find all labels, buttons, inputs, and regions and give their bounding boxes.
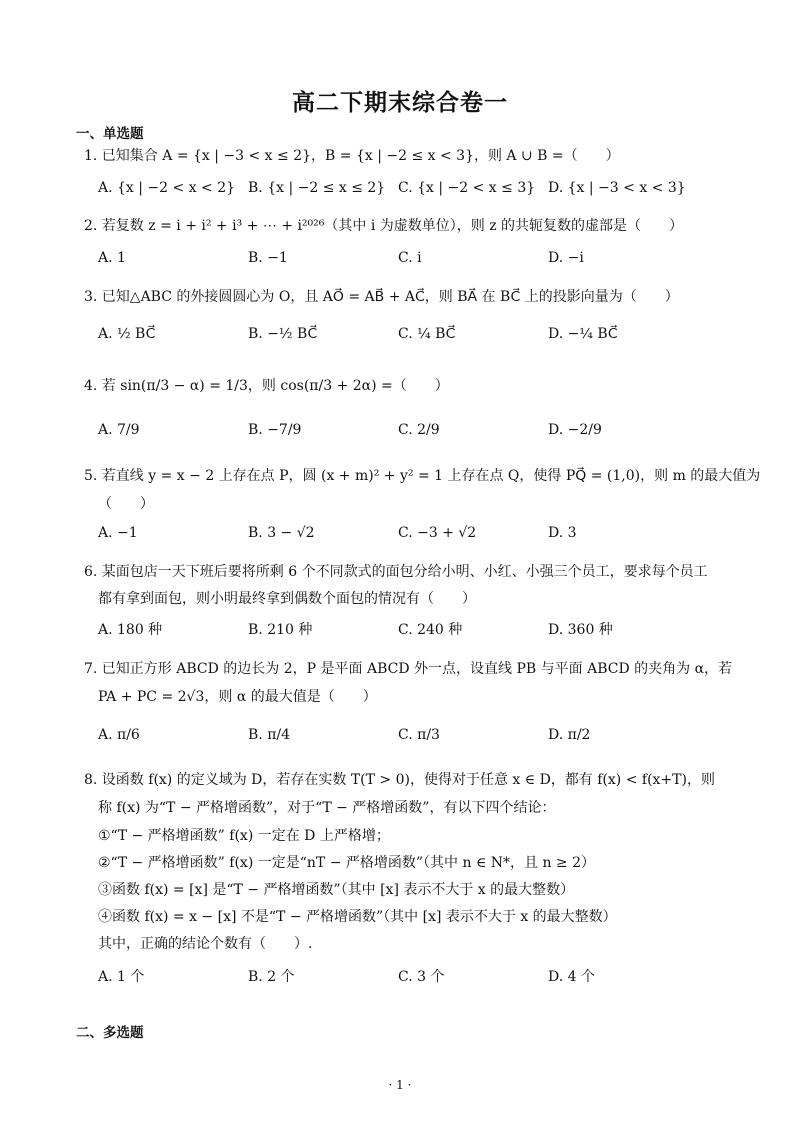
q8-stem-line1: 8. 设函数 f(x) 的定义域为 D，若存在实数 T(T > 0)，使得对于任意 x ∈ D，都有 f(x) < f(x+T)，则 xyxy=(84,772,715,788)
q8-option-a: A. 1 个 xyxy=(98,969,145,985)
q5-option-b: B. 3 − √2 xyxy=(248,525,315,541)
q3-option-a: A. ½ BC⃗ xyxy=(98,326,156,342)
q3-option-c: C. ¼ BC⃗ xyxy=(398,326,456,342)
section-multiple-choice: 二、多选题 xyxy=(76,1025,144,1041)
q8-statement-1: ①“T − 严格增函数” f(x) 一定在 D 上严格增； xyxy=(98,828,390,844)
q7-option-a: A. π/6 xyxy=(98,727,140,743)
q7-stem-line1: 7. 已知正方形 ABCD 的边长为 2，P 是平面 ABCD 外一点，设直线 PB 与平面 ABCD 的夹角为 α，若 xyxy=(84,661,733,677)
q6-option-a: A. 180 种 xyxy=(98,622,163,638)
q4-stem: 4. 若 sin(π/3 − α) = 1/3，则 cos(π/3 + 2α) =（ ） xyxy=(84,378,449,394)
q2-option-b: B. −1 xyxy=(248,250,288,266)
q2-option-d: D. −i xyxy=(548,250,584,266)
section-single-choice: 一、单选题 xyxy=(76,126,144,142)
q3-option-d: D. −¼ BC⃗ xyxy=(548,326,618,342)
doc-title: 高二下期末综合卷一 xyxy=(292,89,508,116)
q4-option-d: D. −2/9 xyxy=(548,422,602,438)
q8-option-b: B. 2 个 xyxy=(248,969,295,985)
q6-stem-line1: 6. 某面包店一天下班后要将所剩 6 个不同款式的面包分给小明、小红、小强三个员工，要求每个员工 xyxy=(84,564,708,580)
q6-stem-line2: 都有拿到面包，则小明最终拿到偶数个面包的情况有（ ） xyxy=(98,591,476,607)
q8-statement-2: ②“T − 严格增函数” f(x) 一定是“nT − 严格增函数”（其中 n ∈ N*，且 n ≥ 2） xyxy=(98,855,596,871)
q7-option-c: C. π/3 xyxy=(398,727,440,743)
q8-option-d: D. 4 个 xyxy=(548,969,595,985)
q2-stem: 2. 若复数 z = i + i² + i³ + ⋯ + i²⁰²⁶（其中 i 为虚数单位），则 z 的共轭复数的虚部是（ ） xyxy=(84,218,684,234)
q1-option-b: B. {x | −2 ≤ x ≤ 2} xyxy=(248,180,386,196)
q4-option-a: A. 7/9 xyxy=(98,422,140,438)
q6-option-b: B. 210 种 xyxy=(248,622,313,638)
q1-stem: 1. 已知集合 A = {x | −3 < x ≤ 2}，B = {x | −2 ≤ x < 3}，则 A ∪ B =（ ） xyxy=(84,148,620,164)
q8-statement-3: ③函数 f(x) = [x] 是“T − 严格增函数”（其中 [x] 表示不大于 x 的最大整数） xyxy=(98,882,575,898)
q4-option-c: C. 2/9 xyxy=(398,422,440,438)
q7-option-b: B. π/4 xyxy=(248,727,291,743)
q1-option-a: A. {x | −2 < x < 2} xyxy=(98,180,236,196)
q3-stem: 3. 已知△ABC 的外接圆圆心为 O，且 AO⃗ = AB⃗ + AC⃗，则 BA⃗ 在 BC⃗ 上的投影向量为（ ） xyxy=(84,289,679,305)
q6-option-c: C. 240 种 xyxy=(398,622,463,638)
q8-statement-4: ④函数 f(x) = x − [x] 不是“T − 严格增函数”（其中 [x] 表示不大于 x 的最大整数） xyxy=(98,909,617,925)
q8-option-c: C. 3 个 xyxy=(398,969,445,985)
q1-option-d: D. {x | −3 < x < 3} xyxy=(548,180,686,196)
q5-option-c: C. −3 + √2 xyxy=(398,525,477,541)
q8-stem-final: 其中，正确的结论个数有（ ）. xyxy=(98,936,313,952)
q8-stem-line2: 称 f(x) 为“T − 严格增函数”，对于“T − 严格增函数”，有以下四个结论： xyxy=(98,800,556,816)
q6-option-d: D. 360 种 xyxy=(548,622,613,638)
q7-option-d: D. π/2 xyxy=(548,727,591,743)
q1-option-c: C. {x | −2 < x ≤ 3} xyxy=(398,180,536,196)
q2-option-c: C. i xyxy=(398,250,422,266)
q2-option-a: A. 1 xyxy=(98,250,126,266)
q3-option-b: B. −½ BC⃗ xyxy=(248,326,318,342)
page-number: · 1 · xyxy=(388,1078,412,1092)
q7-stem-line2: PA + PC = 2√3，则 α 的最大值是（ ） xyxy=(98,689,377,705)
q4-option-b: B. −7/9 xyxy=(248,422,302,438)
q5-stem-line1: 5. 若直线 y = x − 2 上存在点 P，圆 (x + m)² + y² = 1 上存在点 Q，使得 PQ⃗ = (1,0)，则 m 的最大值为 xyxy=(84,468,761,484)
q5-option-a: A. −1 xyxy=(98,525,138,541)
q5-option-d: D. 3 xyxy=(548,525,577,541)
q5-stem-line2: （ ） xyxy=(98,496,154,512)
